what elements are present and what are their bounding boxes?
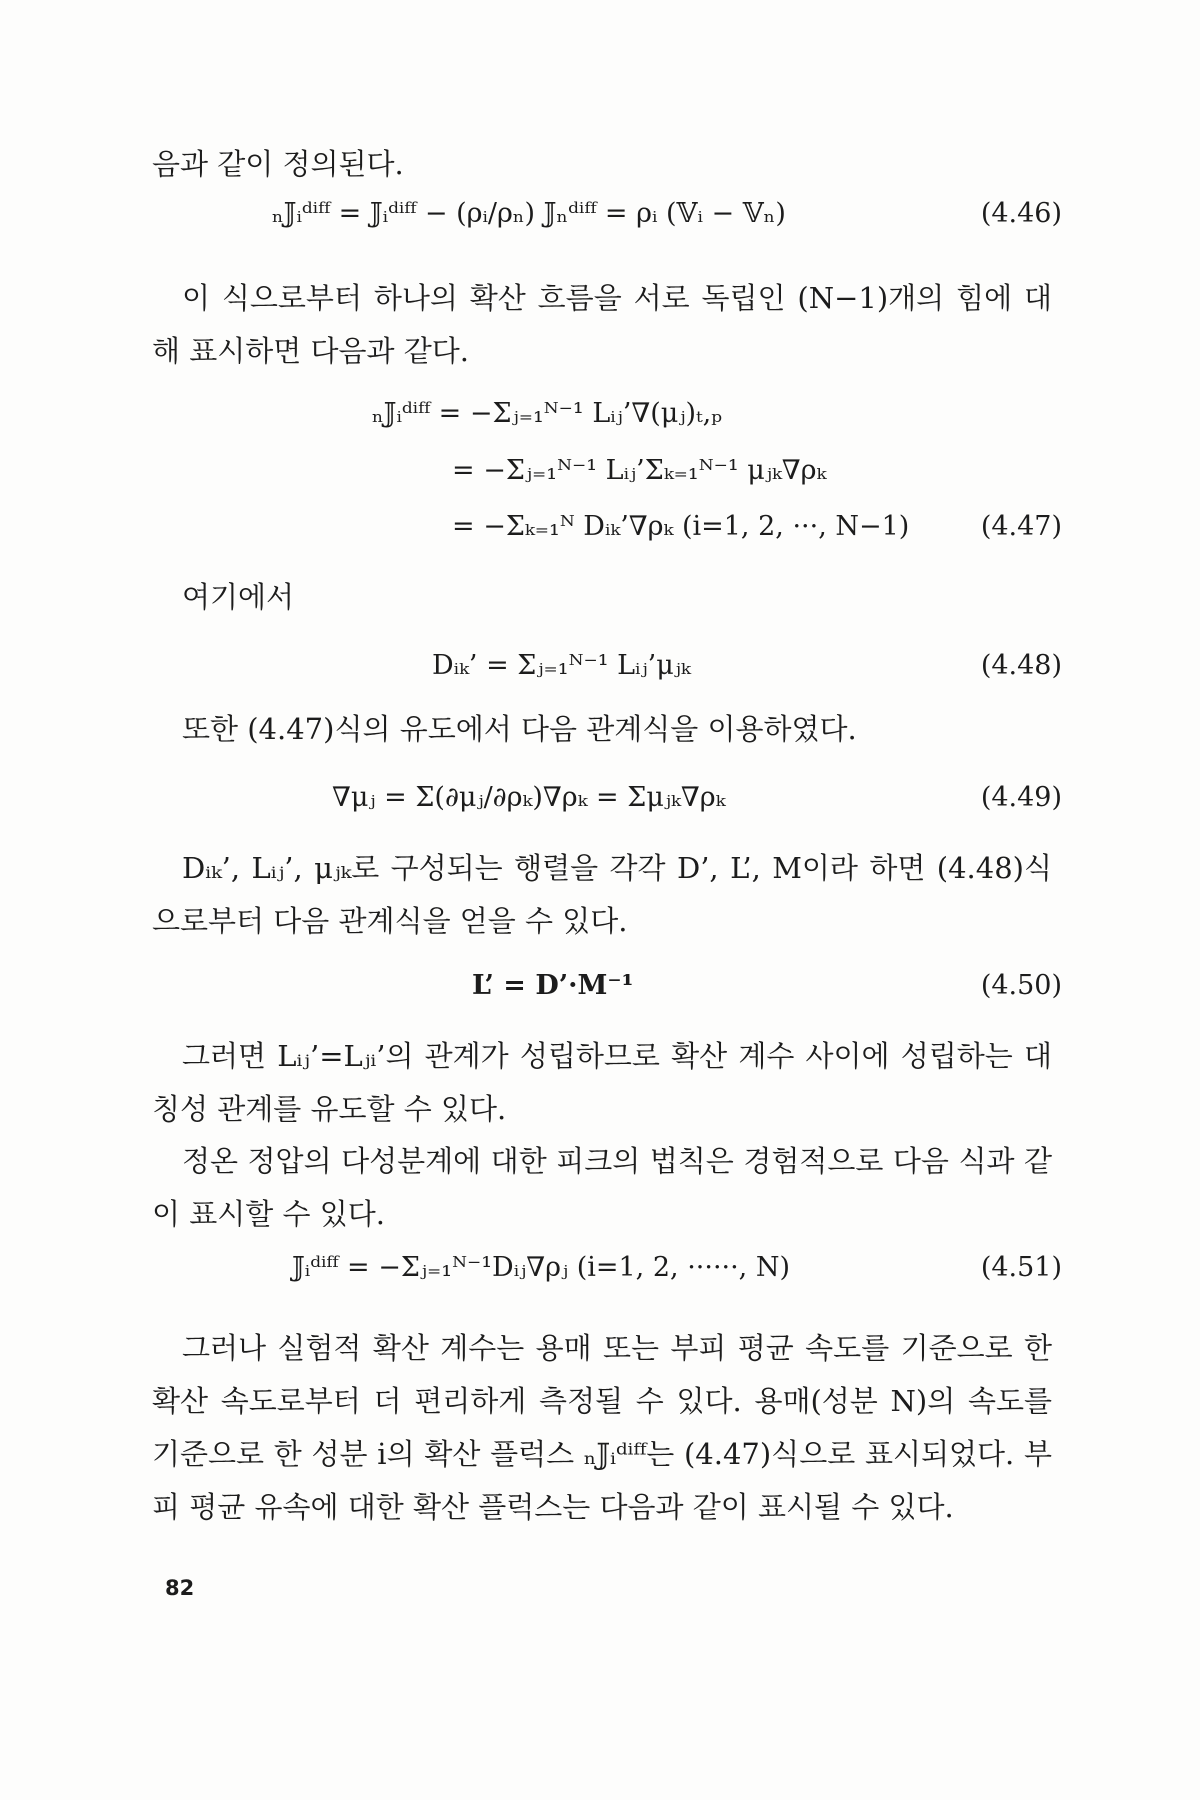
equation-number-4-50: (4.50) [980,970,1062,1001]
equation-4-47-line-3: = −Σₖ₌₁ᴺ Dᵢₖ’∇ρₖ (i=1, 2, ···, N−1) [452,511,910,542]
paragraph-7: 정온 정압의 다성분계에 대한 피크의 법칙은 경험적으로 다음 식과 같이 표시할 수 있다. [152,1144,1052,1231]
paragraph-5: Dᵢₖ’, Lᵢⱼ’, μⱼₖ로 구성되는 행렬을 각각 D’, L’, M이라 하면 (4.48)식으로부터 다음 관계식을 얻을 수 있다. [152,851,1052,938]
equation-4-46: ₙ𝕁ᵢᵈⁱᶠᶠ = 𝕁ᵢᵈⁱᶠᶠ − (ρᵢ/ρₙ) 𝕁ₙᵈⁱᶠᶠ = ρᵢ (𝕍ᵢ − 𝕍ₙ) [272,198,786,229]
equation-4-48: Dᵢₖ’ = Σⱼ₌₁ᴺ⁻¹ Lᵢⱼ’μⱼₖ [432,650,691,681]
equation-number-4-48: (4.48) [980,650,1062,681]
paragraph-1: 음과 같이 정의된다. [152,147,404,181]
paragraph-8: 그러나 실험적 확산 계수는 용매 또는 부피 평균 속도를 기준으로 한 확산 속도로부터 더 편리하게 측정될 수 있다. 용매(성분 N)의 속도를 기준으로 한 성분 i의 확산 플럭스 ₙ𝕁ᵢᵈⁱᶠᶠ는 (4.47)식으로 표시되었다. 부피 평균 유속에 대한 확산 플럭스는 다음과 같이 표시될 수 있다. [152,1331,1052,1524]
equation-4-51: 𝕁ᵢᵈⁱᶠᶠ = −Σⱼ₌₁ᴺ⁻¹Dᵢⱼ∇ρⱼ (i=1, 2, ······, N) [292,1252,791,1283]
paragraph-2: 이 식으로부터 하나의 확산 흐름을 서로 독립인 (N−1)개의 힘에 대해 표시하면 다음과 같다. [152,281,1052,368]
equation-number-4-46: (4.46) [980,198,1062,229]
page-number: 82 [165,1576,195,1600]
equation-number-4-49: (4.49) [980,782,1062,813]
equation-number-4-51: (4.51) [980,1252,1062,1283]
equation-number-4-47: (4.47) [980,511,1062,542]
paragraph-6: 그러면 Lᵢⱼ’=Lⱼᵢ’의 관계가 성립하므로 확산 계수 사이에 성립하는 대칭성 관계를 유도할 수 있다. [152,1039,1052,1126]
equation-4-49: ∇μⱼ = Σ(∂μⱼ/∂ρₖ)∇ρₖ = Σμⱼₖ∇ρₖ [332,782,726,813]
equation-4-50: L’ = D’·M⁻¹ [472,970,634,1001]
paragraph-4: 또한 (4.47)식의 유도에서 다음 관계식을 이용하였다. [182,712,857,746]
equation-4-47-line-1: ₙ𝕁ᵢᵈⁱᶠᶠ = −Σⱼ₌₁ᴺ⁻¹ Lᵢⱼ’∇(μⱼ)ₜ,ₚ [372,398,723,429]
equation-4-47-line-2: = −Σⱼ₌₁ᴺ⁻¹ Lᵢⱼ’Σₖ₌₁ᴺ⁻¹ μⱼₖ∇ρₖ [452,455,827,486]
paragraph-3: 여기에서 [182,580,295,614]
